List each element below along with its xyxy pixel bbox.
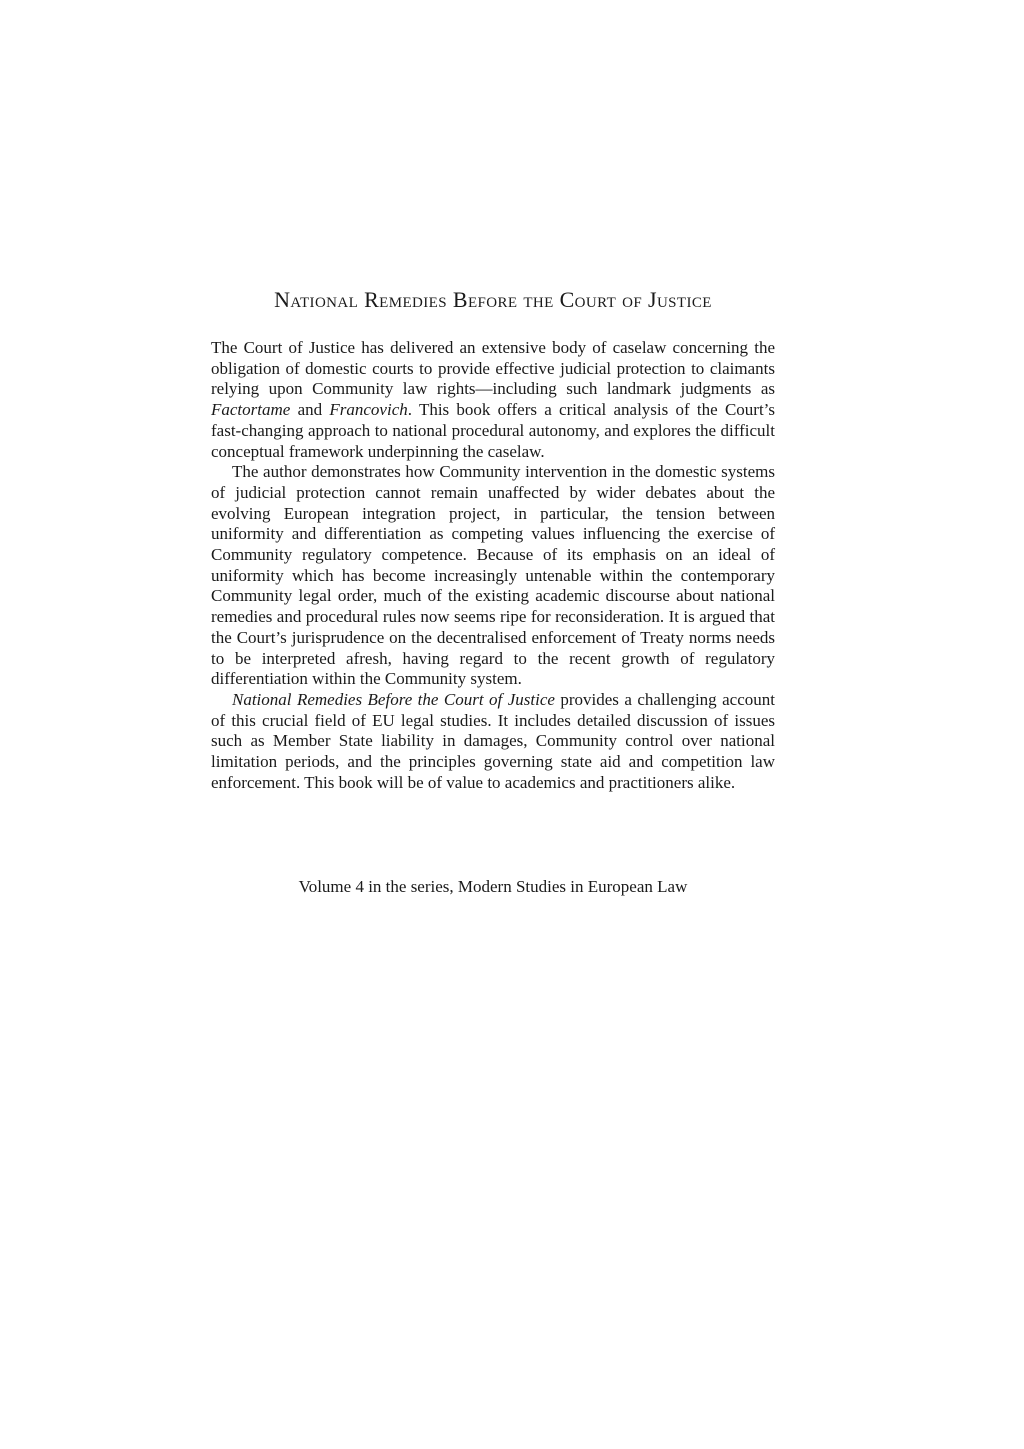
page-title: National Remedies Before the Court of Justice xyxy=(274,286,712,312)
case-name-factortame: Factortame xyxy=(211,400,291,420)
blurb-text xyxy=(211,338,775,793)
page-content xyxy=(211,0,775,1449)
blurb-paragraph-2: The author demonstrates how Community intervention in the domestic systems of judicial protection cannot remain unaffected by wider debates about the evolving European integration project, in particular, the tension between uniformity and differentiation as competing values influencing the exercise of Community regulatory competence. Because of its emphasis on an ideal of uniformity which has become increasingly untenable within the contemporary Community legal order, much of the existing academic discourse about national remedies and procedural rules now seems ripe for reconsideration. It is argued that the Court’s jurisprudence on the decentralised enforcement of Treaty norms needs to be interpreted afresh, having regard to the recent growth of regulatory differentiation within the Community system. xyxy=(211,462,775,689)
series-note: Volume 4 in the series, Modern Studies in European Law xyxy=(298,877,688,896)
book-title-italic: National Remedies Before the Court of Justice xyxy=(232,689,555,709)
blurb-paragraph-3 xyxy=(211,690,775,794)
blurb-paragraph-3-text: provides a challenging account of this crucial field of EU legal studies. It includes detailed discussion of issues such as Member State liability in damages, Community control over national limitation periods, and the principles governing state aid and competition law enforcement. This book will be of value to academics and practitioners alike. xyxy=(211,689,775,792)
blurb-paragraph-1-text-3: . This book offers a critical analysis of the Court’s fast-changing approach to national procedural autonomy, and explores the difficult conceptual framework underpinning the caselaw. xyxy=(211,400,776,461)
case-name-francovich: Francovich xyxy=(329,400,408,420)
blurb-paragraph-1-text-1: The Court of Justice has delivered an extensive body of caselaw concerning the obligation of domestic courts to provide effective judicial protection to claimants relying upon Community law rights—including such landmark judgments as xyxy=(211,338,775,399)
blurb-paragraph-1-text-2: and xyxy=(290,400,330,420)
blurb-paragraph-1 xyxy=(211,338,775,462)
